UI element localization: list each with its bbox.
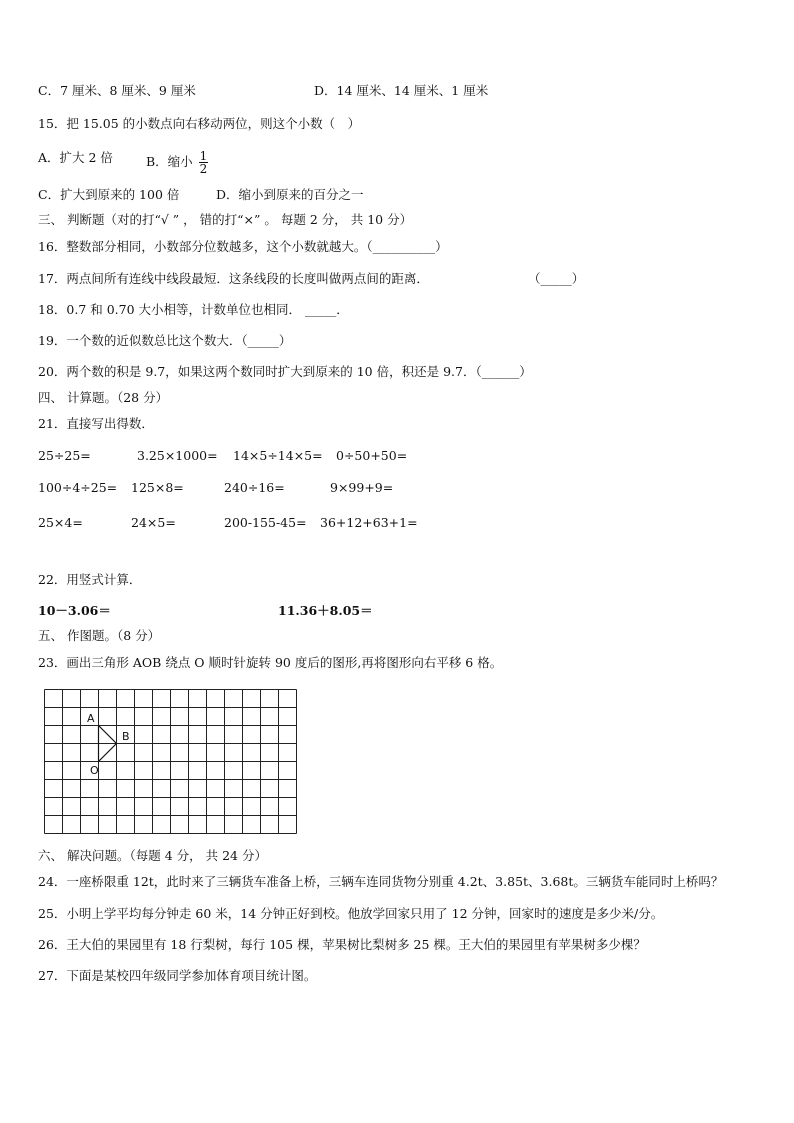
- fraction-one-half: [199, 150, 209, 175]
- q19: 19．一个数的近似数总比这个数大．（_____）: [38, 333, 292, 348]
- q21: 21．直接写出得数．: [38, 416, 154, 431]
- q15-option-a: A．扩大 2 倍: [38, 150, 113, 165]
- section5-heading: 五、 作图题。（8 分）: [38, 628, 161, 643]
- calc-r3c3: 200-155-45=: [224, 515, 307, 530]
- q15-option-d: D．缩小到原来的百分之一: [216, 187, 364, 202]
- calc-r1c3: 14×5÷14×5=: [233, 448, 323, 463]
- section4-heading: 四、 计算题。（28 分）: [38, 390, 169, 405]
- point-o-label: O: [90, 764, 99, 777]
- q20: 20．两个数的积是 9.7，如果这两个数同时扩大到原来的 10 倍，积还是 9.7．（______）: [38, 364, 532, 379]
- q18: 18．0.7 和 0.70 大小相等，计数单位也相同． _____．: [38, 302, 349, 317]
- calc-r3c2: 24×5=: [131, 515, 176, 530]
- q22: 22．用竖式计算．: [38, 572, 142, 587]
- point-b-label: B: [122, 730, 130, 743]
- calc-r2c3: 240÷16=: [224, 480, 285, 495]
- q24: 24．一座桥限重 12t，此时来了三辆货车准备上桥，三辆车连同货物分别重 4.2t、3.85t、3.68t。三辆货车能同时上桥吗？: [38, 874, 724, 889]
- q23: 23．画出三角形 AOB 绕点 O 顺时针旋转 90 度后的图形,再将图形向右平移 6 格。: [38, 655, 503, 670]
- calc-r1c1: 25÷25=: [38, 448, 91, 463]
- q15-option-b-label: B．缩小: [146, 154, 193, 169]
- q15-option-b: [146, 150, 208, 175]
- section3-heading: 三、 判断题（对的打“√ ” ， 错的打“×” 。 每题 2 分， 共 10 分）: [38, 212, 413, 227]
- section6-heading: 六、 解决问题。（每题 4 分， 共 24 分）: [38, 848, 267, 863]
- fraction-numerator: 1: [199, 149, 208, 163]
- point-a-label: A: [87, 712, 95, 725]
- q25: 25．小明上学平均每分钟走 60 米，14 分钟正好到校。他放学回家只用了 12 分钟，回家时的速度是多少米/分。: [38, 906, 664, 921]
- calc-r1c4: 0÷50+50=: [336, 448, 408, 463]
- q14-option-d: D．14 厘米、14 厘米、1 厘米: [314, 83, 489, 98]
- triangle-side-ab: [99, 726, 117, 744]
- calc-r1c2: 3.25×1000=: [137, 448, 218, 463]
- q14-option-c: C．7 厘米、8 厘米、9 厘米: [38, 83, 196, 98]
- q16: 16．整数部分相同，小数部分位数越多，这个小数就越大。（__________）: [38, 239, 448, 254]
- calc-r3c1: 25×4=: [38, 515, 83, 530]
- calc-r3c4: 36+12+63+1=: [320, 515, 418, 530]
- q22-b: 11.36＋8.05＝: [278, 603, 373, 618]
- triangle-side-bo: [99, 744, 117, 762]
- q17: 17．两点间所有连线中线段最短．这条线段的长度叫做两点间的距离．: [38, 271, 429, 286]
- calc-r2c4: 9×99+9=: [330, 480, 394, 495]
- q26: 26．王大伯的果园里有 18 行梨树，每行 105 棵，苹果树比梨树多 25 棵。王大伯的果园里有苹果树多少棵？: [38, 937, 646, 952]
- q17-blank: （_____）: [528, 271, 585, 286]
- q27: 27．下面是某校四年级同学参加体育项目统计图。: [38, 968, 317, 983]
- fraction-denominator: 2: [199, 162, 208, 176]
- q15-stem: 15．把 15.05 的小数点向右移动两位，则这个小数（ ）: [38, 116, 361, 131]
- calc-r2c1: 100÷4÷25=: [38, 480, 118, 495]
- q22-a: 10－3.06＝: [38, 603, 111, 618]
- q15-option-c: C．扩大到原来的 100 倍: [38, 187, 180, 202]
- drawing-grid: [44, 689, 298, 840]
- grid-svg: [44, 689, 298, 837]
- calc-r2c2: 125×8=: [131, 480, 184, 495]
